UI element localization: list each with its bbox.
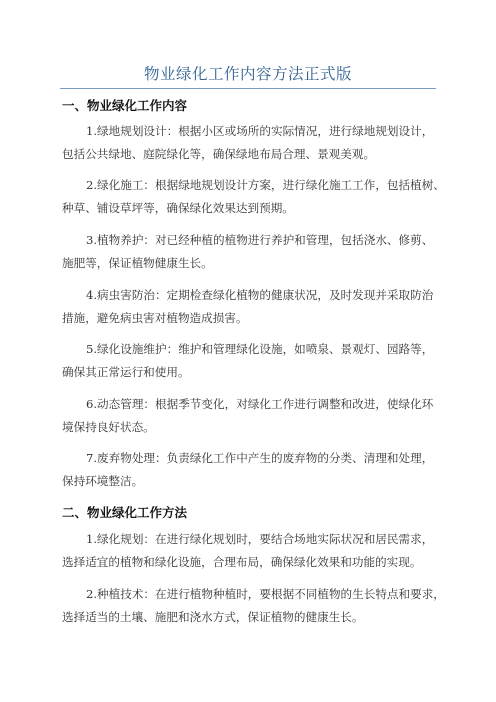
paragraph-line: 1.绿地规划设计：根据小区或场所的实际情况，进行绿地规划设计， — [86, 124, 434, 138]
paragraph — [62, 284, 442, 330]
section-heading: 一、物业绿化工作内容 — [62, 98, 188, 113]
paragraph — [62, 393, 442, 439]
paragraph-line: 1.绿化规划：在进行绿化规划时，要结合场地实际状况和居民需求， — [86, 532, 434, 546]
paragraph-line: 措施，避免病虫害对植物造成损害。 — [62, 311, 248, 325]
paragraph — [62, 174, 445, 220]
paragraph-line: 6.动态管理：根据季节变化，对绿化工作进行调整和改进，使绿化环 — [86, 397, 434, 411]
paragraph — [62, 583, 445, 629]
paragraph-line: 选择适宜的植物和绿化设施，合理布局，确保绿化效果和功能的实现。 — [62, 555, 422, 569]
paragraph — [62, 528, 442, 574]
paragraph-line: 5.绿化设施维护：维护和管理绿化设施，如喷泉、景观灯、园路等， — [86, 342, 434, 356]
paragraph-line: 4.病虫害防治：定期检查绿化植物的健康状况，及时发现并采取防治 — [86, 288, 434, 302]
paragraph — [62, 120, 442, 166]
title-divider — [60, 88, 436, 89]
paragraph-line: 7.废弃物处理：负责绿化工作中产生的废弃物的分类、清理和处理， — [86, 451, 434, 465]
paragraph-line: 选择适当的土壤、施肥和浇水方式，保证植物的健康生长。 — [62, 610, 364, 624]
paragraph — [62, 338, 442, 384]
paragraph-line: 种草、铺设草坪等，确保绿化效果达到预期。 — [62, 201, 294, 215]
paragraph — [62, 447, 442, 493]
paragraph-line: 包括公共绿地、庭院绿化等，确保绿地布局合理、景观美观。 — [62, 147, 376, 161]
paragraph — [62, 229, 442, 275]
paragraph-line: 境保持良好状态。 — [62, 420, 155, 434]
paragraph-line: 2.绿化施工：根据绿地规划设计方案，进行绿化施工工作，包括植树、 — [86, 178, 445, 192]
paragraph-line: 2.种植技术：在进行植物种植时，要根据不同植物的生长特点和要求， — [86, 587, 445, 601]
paragraph-line: 保持环境整洁。 — [62, 474, 144, 488]
section-heading: 二、物业绿化工作方法 — [62, 505, 188, 520]
paragraph-line: 施肥等，保证植物健康生长。 — [62, 256, 213, 270]
paragraph-line: 3.植物养护：对已经种植的植物进行养护和管理，包括浇水、修剪、 — [86, 233, 434, 247]
document-title: 物业绿化工作内容方法正式版 — [143, 65, 352, 83]
paragraph-line: 确保其正常运行和使用。 — [62, 365, 190, 379]
